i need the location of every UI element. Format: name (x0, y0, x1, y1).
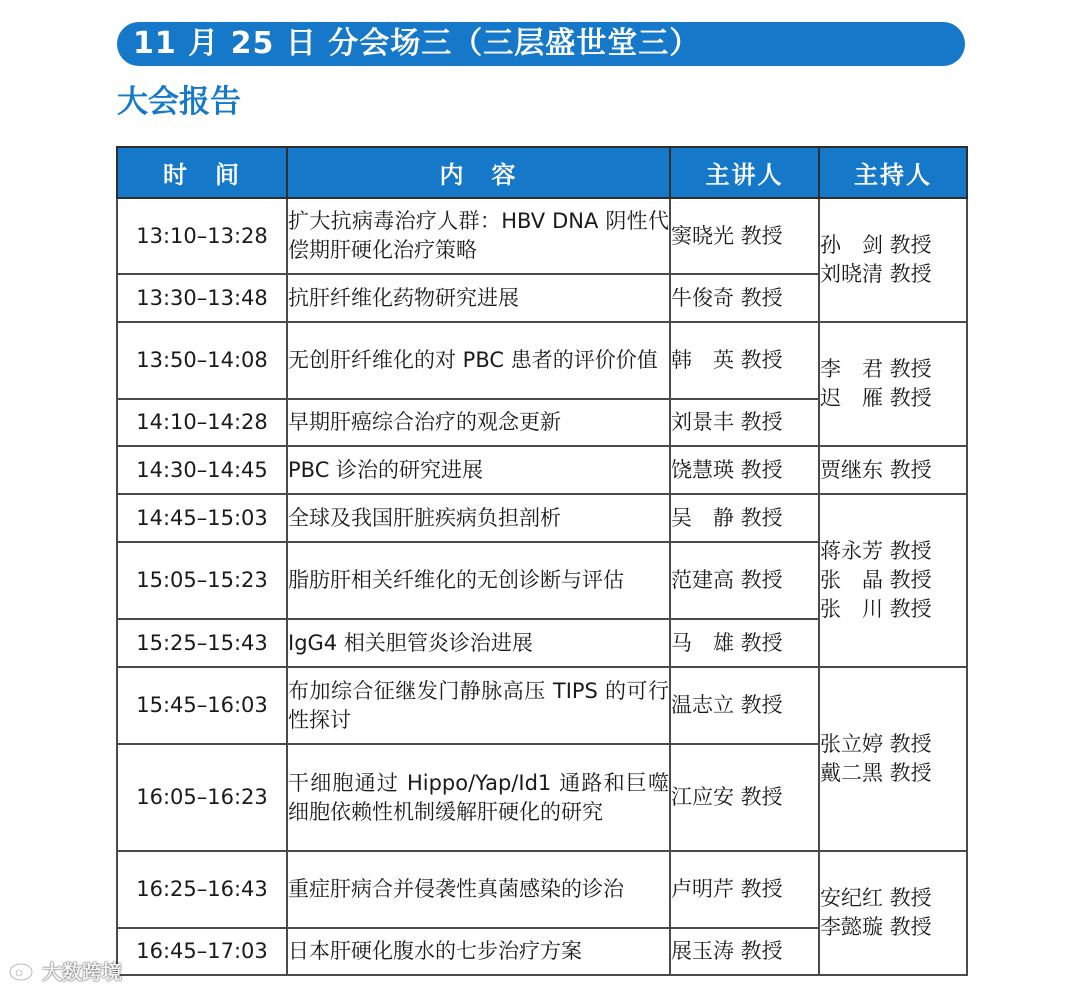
content-cell: 无创肝纤维化的对 PBC 患者的评价价值 (287, 322, 670, 399)
speaker-cell: 饶慧瑛 教授 (670, 446, 819, 494)
host-name: 张 晶 教授 (820, 568, 932, 592)
time-cell: 16:05–16:23 (117, 744, 287, 851)
time-cell: 15:45–16:03 (117, 667, 287, 744)
time-cell: 14:45–15:03 (117, 494, 287, 542)
host-cell (819, 667, 967, 851)
weibo-logo-icon (8, 957, 38, 983)
host-name: 张立婷 教授 (820, 732, 932, 756)
time-cell: 15:25–15:43 (117, 619, 287, 667)
host-cell (819, 446, 967, 494)
host-name: 刘晓清 教授 (820, 262, 932, 286)
time-cell: 13:10–13:28 (117, 198, 287, 274)
host-name: 李懿璇 教授 (820, 915, 932, 939)
content-cell: PBC 诊治的研究进展 (287, 446, 670, 494)
table-row (117, 446, 967, 494)
speaker-cell: 吴 静 教授 (670, 494, 819, 542)
content-cell: 抗肝纤维化药物研究进展 (287, 274, 670, 322)
host-name: 贾继东 教授 (820, 457, 932, 482)
time-cell: 15:05–15:23 (117, 542, 287, 619)
section-title: 大会报告 (117, 84, 241, 120)
content-cell: 脂肪肝相关纤维化的无创诊断与评估 (287, 542, 670, 619)
time-cell: 13:50–14:08 (117, 322, 287, 399)
speaker-cell: 牛俊奇 教授 (670, 274, 819, 322)
speaker-cell: 展玉涛 教授 (670, 928, 819, 975)
host-name: 孙 剑 教授 (820, 233, 932, 257)
time-cell: 16:25–16:43 (117, 851, 287, 928)
host-name: 李 君 教授 (820, 357, 932, 381)
host-name: 蒋永芳 教授 (820, 539, 932, 563)
column-header-speaker: 主讲人 (670, 147, 819, 198)
session-banner: 11 月 25 日 分会场三（三层盛世堂三） (117, 22, 965, 66)
host-name: 戴二黑 教授 (820, 761, 932, 785)
content-cell: IgG4 相关胆管炎诊治进展 (287, 619, 670, 667)
content-cell: 全球及我国肝脏疾病负担剖析 (287, 494, 670, 542)
speaker-cell: 温志立 教授 (670, 667, 819, 744)
content-cell: 早期肝癌综合治疗的观念更新 (287, 399, 670, 446)
content-cell: 重症肝病合并侵袭性真菌感染的诊治 (287, 851, 670, 928)
host-cell (819, 494, 967, 667)
host-cell (819, 198, 967, 322)
watermark (8, 956, 122, 984)
table-header-row (117, 147, 967, 198)
content-cell: 干细胞通过 Hippo/Yap/Id1 通路和巨噬细胞依赖性机制缓解肝硬化的研究 (287, 744, 670, 851)
host-name: 张 川 教授 (820, 597, 932, 621)
speaker-cell: 刘景丰 教授 (670, 399, 819, 446)
content-cell: 扩大抗病毒治疗人群：HBV DNA 阴性代偿期肝硬化治疗策略 (287, 198, 670, 274)
time-cell: 14:10–14:28 (117, 399, 287, 446)
time-cell: 16:45–17:03 (117, 928, 287, 975)
speaker-cell: 窦晓光 教授 (670, 198, 819, 274)
content-cell: 布加综合征继发门静脉高压 TIPS 的可行性探讨 (287, 667, 670, 744)
speaker-cell: 卢明芹 教授 (670, 851, 819, 928)
table-row (117, 851, 967, 928)
column-header-time: 时 间 (117, 147, 287, 198)
host-cell (819, 851, 967, 975)
table-row (117, 322, 967, 399)
column-header-content: 内 容 (287, 147, 670, 198)
time-cell: 14:30–14:45 (117, 446, 287, 494)
watermark-text: 大数跨境 (42, 959, 122, 984)
host-name: 迟 雁 教授 (820, 386, 932, 410)
table-row (117, 667, 967, 744)
table-row (117, 198, 967, 274)
schedule-table (116, 146, 968, 976)
speaker-cell: 马 雄 教授 (670, 619, 819, 667)
speaker-cell: 范建高 教授 (670, 542, 819, 619)
time-cell: 13:30–13:48 (117, 274, 287, 322)
host-cell (819, 322, 967, 446)
speaker-cell: 江应安 教授 (670, 744, 819, 851)
speaker-cell: 韩 英 教授 (670, 322, 819, 399)
table-row (117, 494, 967, 542)
column-header-host: 主持人 (819, 147, 967, 198)
host-name: 安纪红 教授 (820, 886, 932, 910)
content-cell: 日本肝硬化腹水的七步治疗方案 (287, 928, 670, 975)
